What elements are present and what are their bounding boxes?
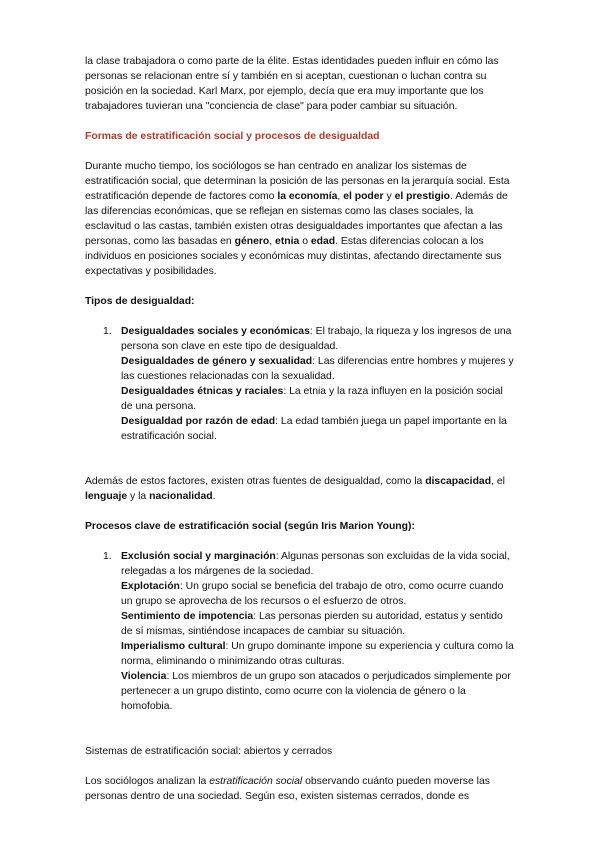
heading-sistemas-estratificacion: Sistemas de estratificación social: abiertos y cerrados bbox=[85, 746, 333, 757]
term-prestigio: el prestigio bbox=[394, 191, 451, 202]
list-item bbox=[121, 354, 517, 384]
list-item-term: Desigualdades sociales y económicas bbox=[121, 326, 310, 337]
term-edad: edad bbox=[310, 236, 336, 247]
list-item-desc: : Las diferencias entre hombres y mujeres y las cuestiones relacionadas con la sexualidad. bbox=[121, 356, 514, 382]
list-item-term: Imperialismo cultural bbox=[121, 641, 226, 652]
list-number: 1. bbox=[103, 326, 112, 337]
list-item-term: Desigualdades étnicas y raciales bbox=[121, 386, 284, 397]
text-run: , bbox=[337, 191, 344, 202]
text-run: Los sociólogos analizan la bbox=[85, 776, 210, 787]
term-estratificacion-social: estratificación social bbox=[209, 776, 303, 787]
text-run: Durante mucho tiempo, los sociólogos se han centrado en analizar los sistemas de estratificación social, que determinan la posición de las personas en la jerarquía social. Esta estratificación depende de factores como bbox=[85, 161, 510, 202]
list-item-desc: : Un grupo dominante impone su experiencia y cultura como la norma, eliminando o minimizando otras culturas. bbox=[121, 641, 514, 667]
text-run: . Estas diferencias colocan a los individuos en posiciones sociales y económicas muy distintas, afectando directamente sus expectativas y posibilidades. bbox=[85, 236, 502, 277]
list-item-desc: : Un grupo social se beneficia del trabajo de otro, como ocurre cuando un grupo se aprovecha de los recursos o el esfuerzo de otros. bbox=[121, 581, 504, 607]
list-procesos-clave bbox=[85, 549, 517, 714]
list-item-term: Violencia bbox=[121, 671, 167, 682]
spacer bbox=[85, 459, 517, 474]
text-run: Además de estos factores, existen otras fuentes de desigualdad, como la bbox=[85, 476, 426, 487]
list-item-term: Exclusión social y marginación bbox=[121, 551, 276, 562]
term-discapacidad: discapacidad bbox=[425, 476, 492, 487]
term-genero: género bbox=[234, 236, 270, 247]
list-item-desc: : La etnia y la raza influyen en la posición social de una persona. bbox=[121, 386, 503, 412]
text-run: y bbox=[383, 191, 395, 202]
term-etnia: etnia bbox=[275, 236, 300, 247]
heading-procesos-clave: Procesos clave de estratificación social (según Iris Marion Young): bbox=[85, 521, 415, 532]
spacer bbox=[85, 729, 517, 744]
term-nacionalidad: nacionalidad bbox=[149, 491, 213, 502]
heading-formas-estratificacion: Formas de estratificación social y procesos de desigualdad bbox=[85, 131, 380, 142]
list-number: 1. bbox=[103, 551, 112, 562]
list-item bbox=[121, 639, 517, 669]
document-page bbox=[85, 54, 517, 819]
list-item bbox=[121, 609, 517, 639]
list-item-desc: : Las personas pierden su autoridad, estatus y sentido de sí mismas, sintiéndose incapaces de cambiar su situación. bbox=[121, 611, 503, 637]
paragraph-otras-fuentes bbox=[85, 474, 517, 504]
paragraph-clase-trabajadora: la clase trabajadora o como parte de la élite. Estas identidades pueden influir en cómo las personas se relacionan entre sí y también en si aceptan, cuestionan o luchan contra su posición en la sociedad. Karl Marx, por ejemplo, decía que era muy importante que los trabajadores tuvieran una "conciencia de clase" para poder cambiar su situación. bbox=[85, 56, 499, 112]
text-run: o bbox=[299, 236, 311, 247]
text-run: . Además de las diferencias económicas, que se reflejan en sistemas como las clases sociales, la esclavitud o las castas, también existen otras desigualdades importantes que afectan a las personas, como las basadas en bbox=[85, 191, 508, 247]
list-item bbox=[121, 414, 517, 444]
list-tipos-desigualdad bbox=[85, 324, 517, 444]
text-run: observando cuánto pueden moverse las personas dentro de una sociedad. Según eso, existen sistemas cerrados, donde es bbox=[85, 776, 490, 802]
heading-tipos-desigualdad: Tipos de desigualdad: bbox=[85, 296, 195, 307]
text-run: , bbox=[269, 236, 276, 247]
list-item-term: Sentimiento de impotencia bbox=[121, 611, 254, 622]
list-item-desc: : La edad también juega un papel importante en la estratificación social. bbox=[121, 416, 507, 442]
list-item-desc: : El trabajo, la riqueza y los ingresos de una persona son clave en este tipo de desigualdad. bbox=[121, 326, 512, 352]
list-item-desc: : Algunas personas son excluidas de la vida social, relegadas a los márgenes de la sociedad. bbox=[121, 551, 510, 577]
list-item bbox=[121, 549, 517, 579]
list-item-term: Desigualdad por razón de edad bbox=[121, 416, 276, 427]
paragraph-sistemas bbox=[85, 774, 517, 804]
paragraph-estratificacion bbox=[85, 159, 517, 279]
list-item-term: Desigualdades de género y sexualidad bbox=[121, 356, 313, 367]
term-poder: el poder bbox=[343, 191, 384, 202]
list-item-term: Explotación bbox=[121, 581, 180, 592]
term-lenguaje: lenguaje bbox=[85, 491, 128, 502]
list-item-desc: : Los miembros de un grupo son atacados o perjudicados simplemente por pertenecer a un grupo distinto, como ocurre con la violencia de género o la homofobia. bbox=[121, 671, 511, 712]
text-run: . bbox=[212, 491, 216, 502]
list-item bbox=[121, 384, 517, 414]
list-item bbox=[121, 669, 517, 714]
text-run: y la bbox=[127, 491, 150, 502]
list-item bbox=[121, 579, 517, 609]
list-item bbox=[121, 324, 517, 354]
text-run: , el bbox=[491, 476, 505, 487]
term-economia: la economía bbox=[277, 191, 338, 202]
